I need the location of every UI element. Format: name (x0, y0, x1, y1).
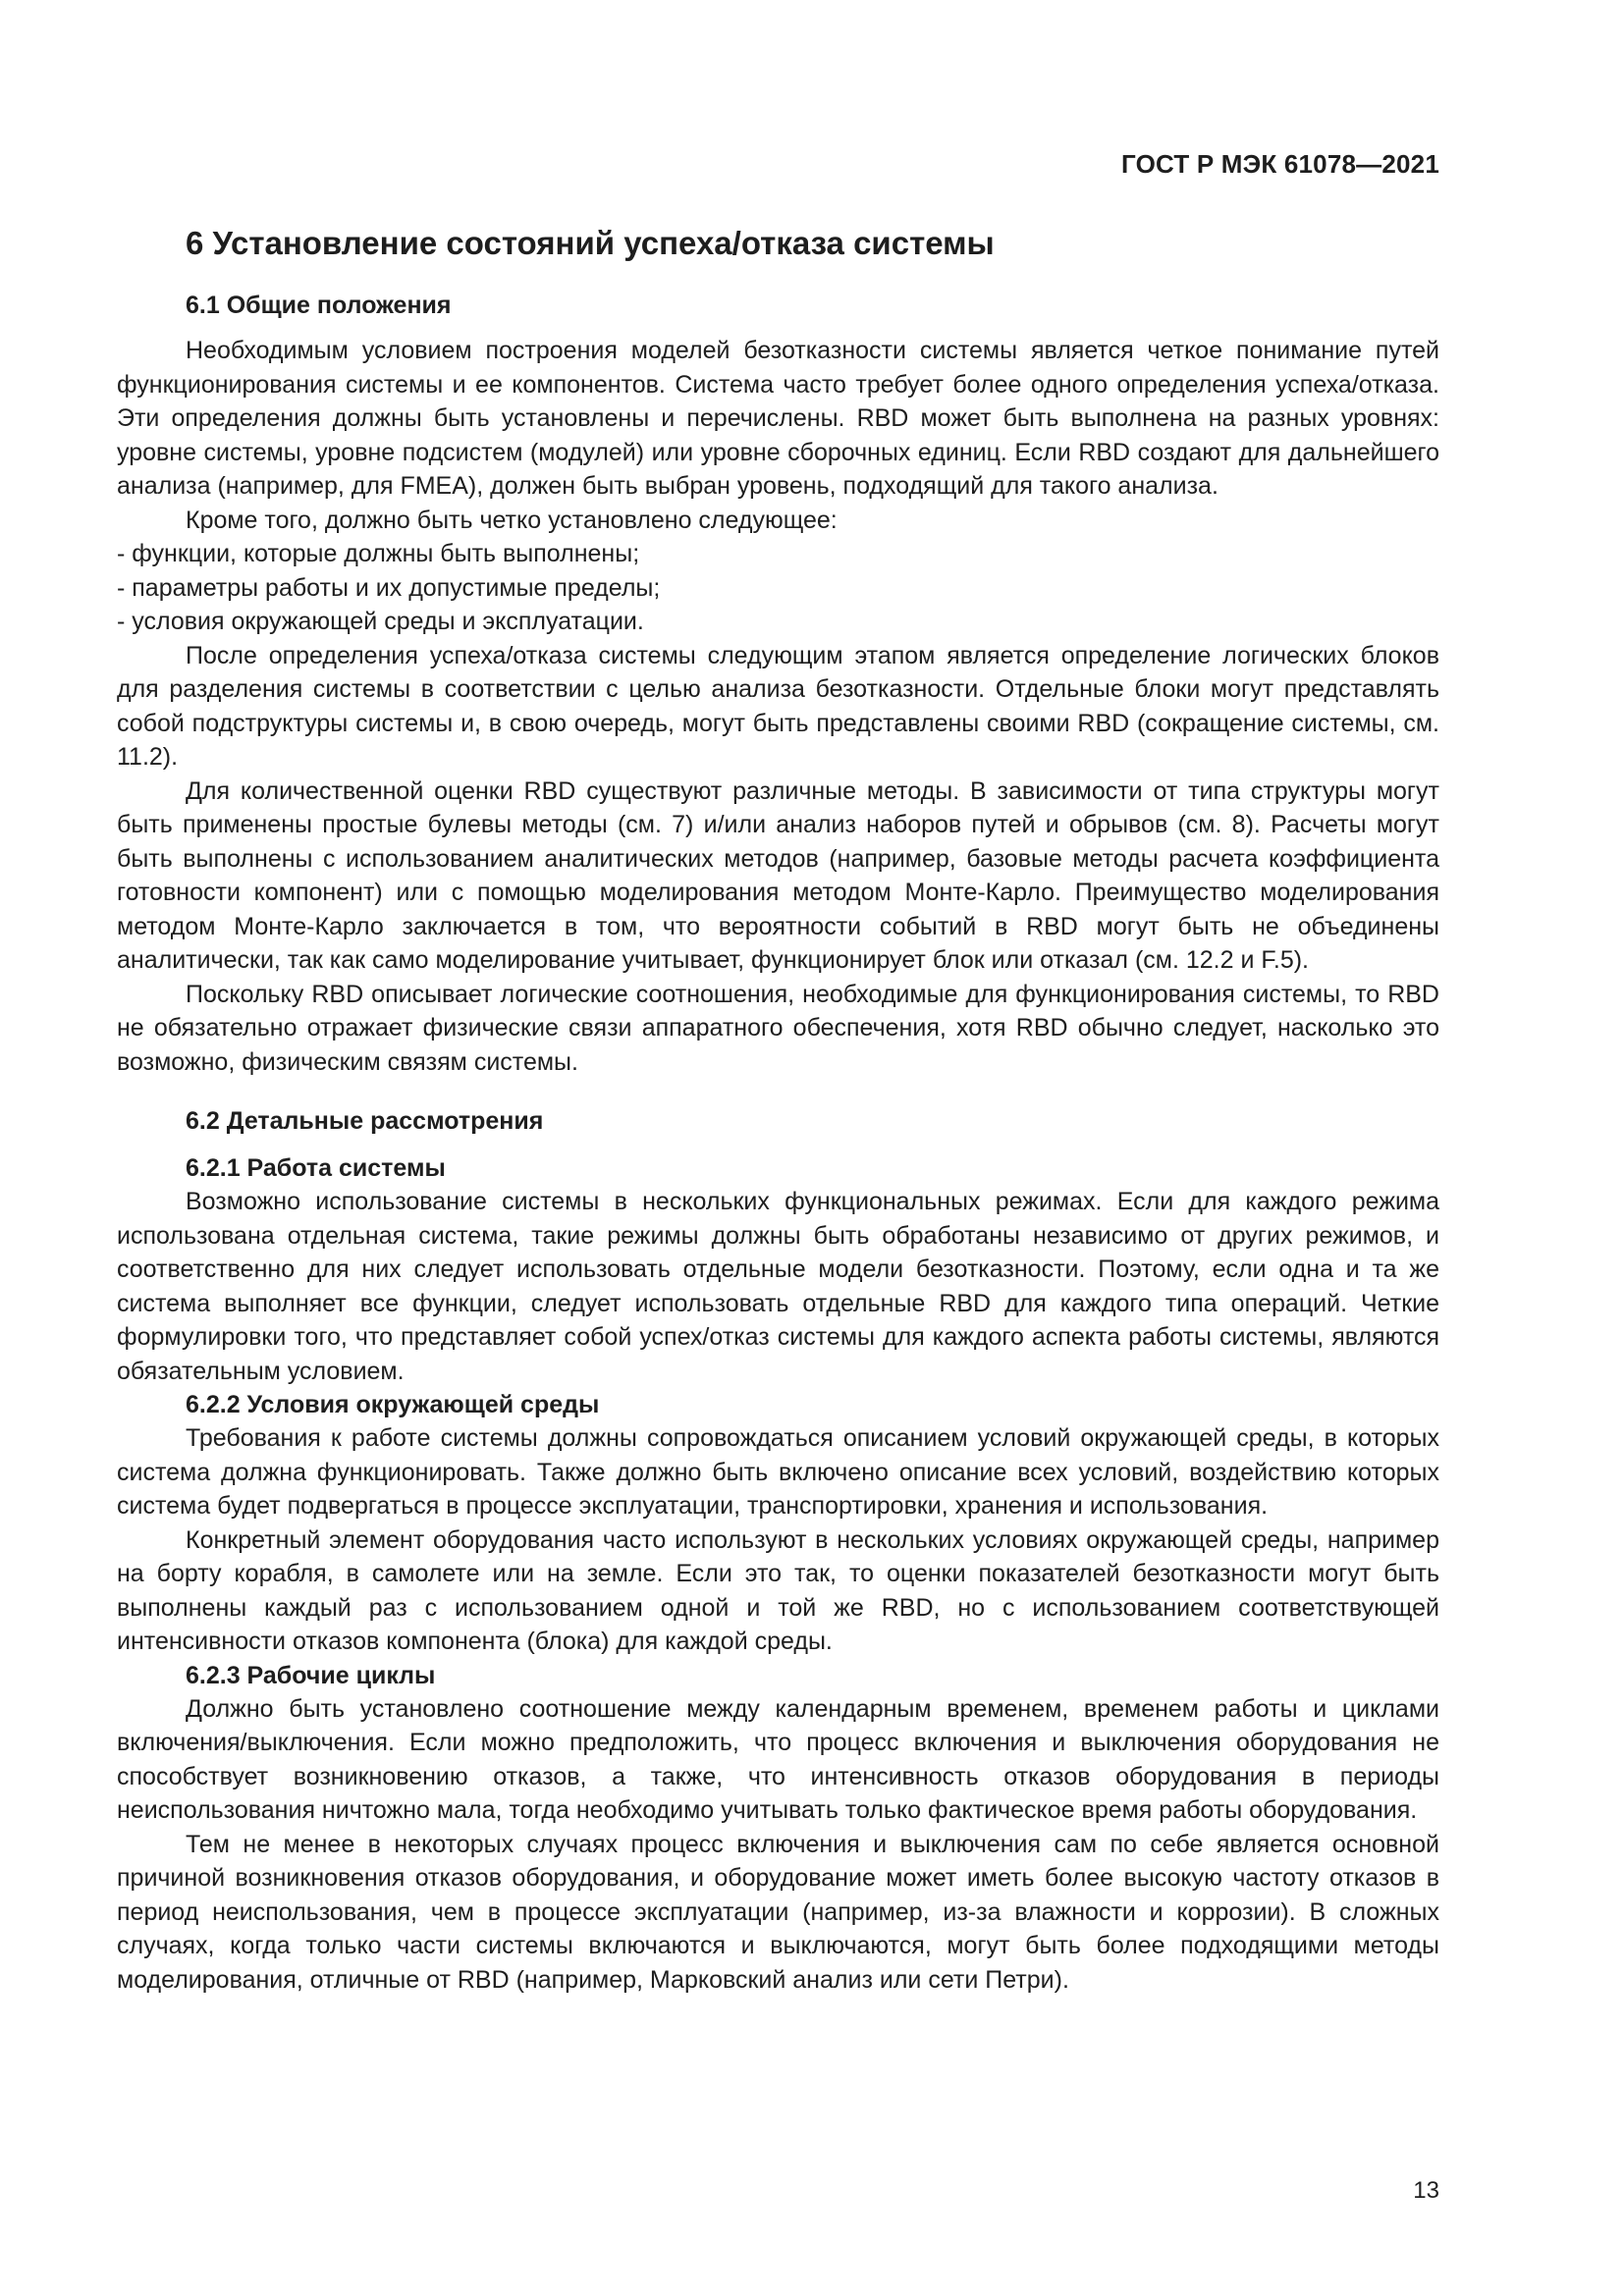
page-content (117, 222, 1439, 1997)
paragraph: Конкретный элемент оборудования часто используют в нескольких условиях окружающей среды, например на борту корабля, в самолете или на земле. Если это так, то оценки показателей безотказности могут быть выполнены каждый раз с использованием одной и той же RBD, но с использованием соответствующей интенсивности отказов компонента (блока) для каждой среды. (117, 1525, 1439, 1655)
paragraph: Должно быть установлено соотношение между календарным временем, временем работы и циклами включения/выключения. Если можно предположить, что процесс включения и выключения оборудования не способствует возникновению отказов, а также, что интенсивность отказов оборудования в периоды неиспользования ничтожно мала, тогда необходимо учитывать только фактическое время работы оборудования. (117, 1694, 1439, 1824)
list-item: - параметры работы и их допустимые пределы; (117, 573, 661, 602)
requirements-list (117, 537, 1439, 639)
section-6-2-1-heading: 6.2.1 Работа системы (186, 1154, 446, 1182)
standard-header: ГОСТ Р МЭК 61078—2021 (1120, 149, 1439, 179)
page-number: 13 (1413, 2177, 1439, 2204)
paragraph: Требования к работе системы должны сопровождаться описанием условий окружающей среды, в которых система должна функционировать. Также должно быть включено описание всех условий, воздействию которых система будет подвергаться в процессе эксплуатации, транспортировки, хранения и использования. (117, 1424, 1439, 1520)
section-6-2-heading: 6.2 Детальные рассмотрения (186, 1107, 544, 1135)
paragraph: Тем не менее в некоторых случаях процесс включения и выключения сам по себе является основной причиной возникновения отказов оборудования, и оборудование может иметь более высокую частоту отказов в период неиспользования, чем в процессе эксплуатации (например, из-за влажности и коррозии). В сложных случаях, когда только части системы включаются и выключаются, могут быть более подходящими методы моделирования, отличные от RBD (например, Марковский анализ или сети Петри). (117, 1830, 1439, 1994)
paragraph: Кроме того, должно быть четко установлено следующее: (186, 506, 838, 534)
paragraph: Возможно использование системы в нескольких функциональных режимах. Если для каждого режима использована отдельная система, такие режимы должны быть обработаны независимо от других режимов, и соответственно для них следует использовать отдельные модели безотказности. Поэтому, если одна и та же система выполняет все функции, следует использовать отдельные RBD для каждого типа операций. Четкие формулировки того, что представляет собой успех/отказ системы для каждого аспекта работы системы, являются обязательным условием. (117, 1188, 1439, 1385)
section-6-1-heading: 6.1 Общие положения (186, 292, 452, 319)
paragraph: Необходимым условием построения моделей безотказности системы является четкое понимание путей функционирования системы и ее компонентов. Система часто требует более одного определения успеха/отказа. Эти определения должны быть установлены и перечислены. RBD может быть выполнена на разных уровнях: уровне системы, уровне подсистем (модулей) или уровне сборочных единиц. Если RBD создают для дальнейшего анализа (например, для FMEA), должен быть выбран уровень, подходящий для такого анализа. (117, 337, 1439, 500)
paragraph: Для количественной оценки RBD существуют различные методы. В зависимости от типа структуры могут быть применены простые булевы методы (см. 7) и/или анализ наборов путей и обрывов (см. 8). Расчеты могут быть выполнены с использованием аналитических методов (например, базовые методы расчета коэффициента готовности компонент) или с помощью моделирования методом Монте-Карло. Преимущество моделирования методом Монте-Карло заключается в том, что вероятности событий в RBD могут быть не объединены аналитически, так как само моделирование учитывает, функционирует блок или отказал (см. 12.2 и F.5). (117, 776, 1439, 974)
list-item: - условия окружающей среды и эксплуатации. (117, 608, 644, 635)
section-6-heading: 6 Установление состояний успеха/отказа системы (186, 225, 995, 261)
section-6-2-2-heading: 6.2.2 Условия окружающей среды (186, 1391, 600, 1418)
paragraph: Поскольку RBD описывает логические соотношения, необходимые для функционирования системы, то RBD не обязательно отражает физические связи аппаратного обеспечения, хотя RBD обычно следует, насколько это возможно, физическим связям системы. (117, 980, 1439, 1076)
section-6-2-3-heading: 6.2.3 Рабочие циклы (186, 1661, 436, 1689)
paragraph: После определения успеха/отказа системы следующим этапом является определение логических блоков для разделения системы в соответствии с целью анализа безотказности. Отдельные блоки могут представлять собой подструктуры системы и, в свою очередь, могут быть представлены своими RBD (сокращение системы, см. 11.2). (117, 641, 1439, 771)
list-item: - функции, которые должны быть выполнены; (117, 540, 640, 567)
